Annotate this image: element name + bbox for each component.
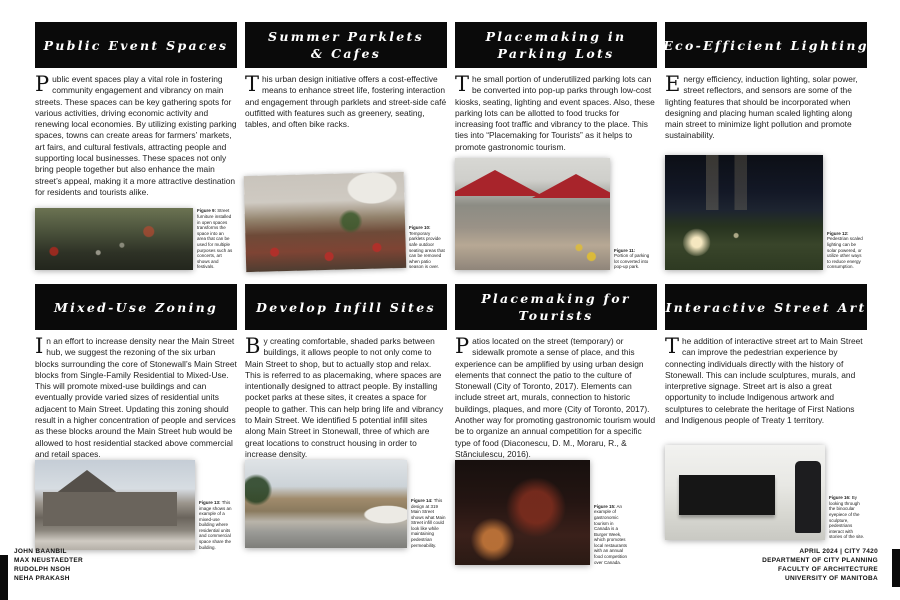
- panel-body-text: [245, 74, 447, 130]
- panel-title: Placemaking for: [481, 291, 631, 306]
- figure: [35, 460, 237, 550]
- figure-caption: [409, 225, 445, 270]
- panel-title: Develop Infill Sites: [256, 299, 436, 315]
- panel-eco-efficient-lighting: [665, 22, 867, 270]
- drop-cap: B: [245, 334, 261, 358]
- footer-credits: [762, 547, 878, 583]
- author-name: RUDOLPH NSOH: [14, 566, 71, 573]
- mixed-use-building-photo: [35, 460, 195, 550]
- figure-caption-label: Figure 11:: [614, 247, 636, 253]
- figure: [245, 460, 447, 548]
- gastronomic-tourism-photo: [455, 460, 590, 565]
- drop-cap: T: [665, 334, 680, 358]
- panel-body-text: [455, 74, 657, 153]
- body-text: y creating comfortable, shaded parks between buildings, it allows people to not only come to Main Street to shop, but to actually stop and relax. This is referred to as placemaking, where spaces are intentionally designed to attract people. By installing pocket parks at these sites, it creates a space for people to gather. This can help bring life and vibrancy to Main Street. We identified 5 potential infill sites along Main Street in Stonewall, three of which are great locations to construct housing in order to increase density.: [245, 336, 444, 459]
- panel-title-line2: & Cafes: [310, 46, 382, 61]
- credit-line-department: DEPARTMENT OF CITY PLANNING: [762, 557, 878, 564]
- figure-caption: [614, 248, 650, 270]
- drop-cap: E: [665, 72, 681, 96]
- figure-caption-text: Portion of parking lot converted into pop-up park.: [614, 253, 650, 270]
- panel-body-text: [35, 336, 237, 460]
- figure-caption-label: Figure 15:: [594, 503, 616, 509]
- panel-body-text: [455, 336, 657, 460]
- figure-caption-text: Street furniture installed in open spaces transforms the space into an area that can be used for multiple purposes such as concerts, art shows and festivals.: [197, 208, 233, 270]
- panel-title: Public Event Spaces: [43, 37, 229, 53]
- drop-cap: P: [455, 334, 470, 358]
- body-text: n an effort to increase density near the Main Street hub, we suggest the rezoning of the six urban blocks surrounding the core of Stonewall’s Main Street blocks from Single-Family Residential to Mixed-Use. This will promote mixed-use buildings and can eventually provide varied sizes of residential units adjacent to Main Street. Updating this zoning should result in a higher concentration of people and services as these blocks around the Main Street hub would be allowed to host residential stacked above commercial and retail spaces.: [35, 336, 237, 459]
- figure-caption-text: This design at 319 Main Street shows what Main Street infill could look like while maintaining pedestrian permeability.: [411, 497, 446, 548]
- figure-caption-text: An example of gastronomic tourism in Canada is a Burger Week, which promotes local restaurants with an annual food competition over Canada.: [594, 503, 628, 565]
- author-name: MAX NEUSTAEDTER: [14, 557, 84, 564]
- panel-public-event-spaces: [35, 22, 237, 270]
- figure: [665, 155, 867, 270]
- drop-cap: I: [35, 334, 44, 358]
- credit-line-date-course: APRIL 2024 | CITY 7420: [799, 548, 878, 555]
- figure: [245, 174, 447, 270]
- parking-lot-market-photo: [455, 158, 610, 270]
- panel-body-text: [665, 74, 867, 142]
- body-text: nergy efficiency, induction lighting, solar power, street reflectors, and sensors are some of the lighting features that should be incorporated when designing and placing human scaled lighting along main street to minimize light pollution and promote sustainability.: [665, 74, 858, 141]
- figure-caption: [411, 498, 447, 548]
- figure-caption-label: Figure 12:: [827, 230, 849, 236]
- panel-summer-parklets-cafes: [245, 22, 447, 270]
- figure-caption-label: Figure 9:: [197, 208, 217, 214]
- figure-caption-label: Figure 16:: [829, 495, 851, 501]
- panel-placemaking-parking-lots: [455, 22, 657, 270]
- panel-title-banner: [245, 284, 447, 330]
- panel-title-banner: [665, 284, 867, 330]
- figure-caption-text: Pedestrian scaled lighting can be solar powered, or utilize other ways to reduce energy consumption.: [827, 236, 863, 270]
- street-art-sculpture-photo: [665, 445, 825, 540]
- figure-caption: [827, 231, 863, 270]
- panel-title: Interactive Street Art: [665, 299, 867, 315]
- figure: [455, 158, 657, 270]
- panel-title-line2: Tourists: [518, 308, 594, 323]
- body-text: he addition of interactive street art to Main Street can improve the pedestrian experience by connecting individuals directly with the history of Stonewall. This can include sculptures, murals, and interpretive signage. Street art is also a great opportunity to include Indigenous artwork and sculptures to celebrate the heritage of First Nations and Indigenous people of Treaty 1 territory.: [665, 336, 863, 426]
- figure-caption: [197, 208, 233, 270]
- panel-title-banner: [455, 22, 657, 68]
- panel-mixed-use-zoning: [35, 284, 237, 550]
- panel-title: Mixed-Use Zoning: [53, 299, 219, 315]
- panel-develop-infill-sites: [245, 284, 447, 548]
- panel-title-banner: [455, 284, 657, 330]
- event-space-photo: [35, 208, 193, 270]
- figure-caption-text: This image shows an example of a mixed-use building where residential units and commercial space share the building.: [199, 499, 232, 550]
- credit-line-faculty: FACULTY OF ARCHITECTURE: [778, 566, 878, 573]
- body-text: ublic event spaces play a vital role in fostering community engagement and vibrancy on main streets. These spaces can be key gathering spots for various activities, driving economic activity and renewing local economies. By utilizing existing parking spaces, towns can create areas for farmers’ markets, art fairs, and cultural festivals, attracting people and supporting local businesses. These spaces not only bring people together but also enhance the main street’s appeal, making it a more attractive destination for residents and tourists alike.: [35, 74, 237, 197]
- figure: [35, 208, 237, 270]
- body-text: atios located on the street (temporary) or sidewalk promote a sense of place, and this experience can be amplified by using urban design elements that connect the patio to the culture of Stonewall (City of Toronto, 2017). Elements can include street art, murals, connection to historic buildings, plaques, and more (City of Toronto, 2017). Another way for promoting gastronomic tourism would be to organize an annual competition for a specific type of food (Diaconescu, D. M., Moraru, R., & Stănciulescu, 2016).: [455, 336, 656, 459]
- figure-caption: [199, 500, 235, 550]
- panel-title-banner: [245, 22, 447, 68]
- infill-street-photo: [245, 460, 407, 548]
- panel-title-line2: Parking Lots: [497, 46, 615, 61]
- drop-cap: T: [245, 72, 260, 96]
- figure-caption-label: Figure 10:: [409, 225, 431, 231]
- body-text: he small portion of underutilized parking lots can be converted into pop-up parks through low-cost kiosks, seating, lighting and event spaces. Also, these parking lots can be allotted to food trucks for increasing foot traffic and vibrancy to the place. This ties into “Placemaking for Tourists” as it helps to promote gastronomic tourism.: [455, 74, 655, 152]
- drop-cap: T: [455, 72, 470, 96]
- figure-caption: [829, 495, 865, 540]
- figure: [665, 445, 867, 540]
- credit-line-university: UNIVERSITY OF MANITOBA: [784, 575, 878, 582]
- figure-caption-text: Temporary parklets provide safe outdoor seating areas that can be removed when patio season is over.: [409, 230, 445, 270]
- body-text: his urban design initiative offers a cost-effective means to enhance street life, fostering interaction and engagement through parklets and street-side café outfitted with features such as greenery, seating, tables, and often bike racks.: [245, 74, 447, 130]
- bottom-left-corner-bar: [0, 555, 8, 600]
- panel-body-text: [35, 74, 237, 198]
- figure-caption-text: By looking through the binocular eyepiece of the sculpture, pedestrians interact with stories of the site.: [829, 495, 865, 540]
- panel-placemaking-for-tourists: [455, 284, 657, 565]
- panel-title: Placemaking in: [485, 29, 627, 44]
- panel-interactive-street-art: [665, 284, 867, 540]
- figure: [455, 460, 657, 565]
- figure-caption-label: Figure 13:: [199, 499, 221, 505]
- figure-caption-label: Figure 14:: [411, 497, 433, 503]
- panel-title: Eco-Efficient Lighting: [663, 37, 869, 53]
- panel-body-text: [245, 336, 447, 460]
- author-name: JOHN BAANBIL: [14, 548, 67, 555]
- drop-cap: P: [35, 72, 50, 96]
- footer-authors: [14, 547, 83, 583]
- figure-caption: [594, 504, 630, 566]
- panel-title-banner: [665, 22, 867, 68]
- bottom-right-corner-bar: [892, 549, 900, 587]
- night-lighting-photo: [665, 155, 823, 270]
- panel-body-text: [665, 336, 867, 426]
- parklet-cafe-photo: [244, 172, 406, 272]
- panel-title: Summer Parklets: [268, 29, 424, 44]
- panel-title-banner: [35, 22, 237, 68]
- author-name: NEHA PRAKASH: [14, 575, 70, 582]
- panel-title-banner: [35, 284, 237, 330]
